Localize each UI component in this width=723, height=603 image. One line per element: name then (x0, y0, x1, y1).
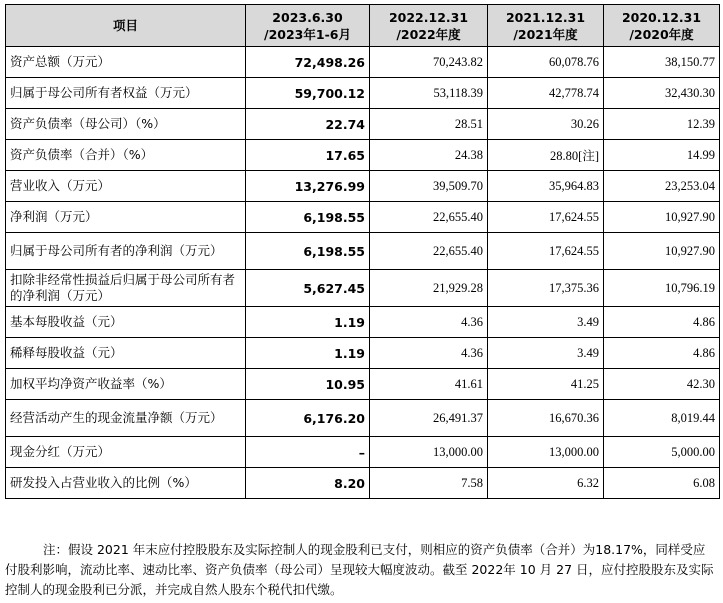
cell-2020: 32,430.30 (604, 78, 720, 109)
cell-2020: 10,927.90 (604, 202, 720, 233)
cell-2023h1: 72,498.26 (246, 47, 370, 78)
table-row (6, 47, 720, 78)
row-label: 资产总额（万元） (6, 47, 246, 78)
row-label: 资产负债率（母公司）（%） (6, 109, 246, 140)
table-row (6, 233, 720, 270)
row-label: 研发投入占营业收入的比例（%） (6, 468, 246, 499)
row-label: 现金分红（万元） (6, 437, 246, 468)
cell-2021: 41.25 (488, 369, 604, 400)
cell-2022: 13,000.00 (370, 437, 488, 468)
cell-2020: 10,796.19 (604, 270, 720, 307)
cell-2020: 38,150.77 (604, 47, 720, 78)
table-row (6, 171, 720, 202)
cell-2022: 26,491.37 (370, 400, 488, 437)
cell-2020: 4.86 (604, 307, 720, 338)
cell-2022: 4.36 (370, 307, 488, 338)
table-row (6, 437, 720, 468)
cell-2021: 35,964.83 (488, 171, 604, 202)
cell-2022: 39,509.70 (370, 171, 488, 202)
cell-2020: 6.08 (604, 468, 720, 499)
cell-2022: 21,929.28 (370, 270, 488, 307)
table-header-row (6, 5, 720, 47)
row-label: 扣除非经常性损益后归属于母公司所有者的净利润（万元） (6, 270, 246, 307)
table-row (6, 78, 720, 109)
cell-2021: 60,078.76 (488, 47, 604, 78)
cell-2020: 5,000.00 (604, 437, 720, 468)
table-row (6, 202, 720, 233)
cell-2022: 7.58 (370, 468, 488, 499)
cell-2023h1: 8.20 (246, 468, 370, 499)
table-row (6, 109, 720, 140)
cell-2020: 8,019.44 (604, 400, 720, 437)
table-row (6, 307, 720, 338)
cell-2023h1: 5,627.45 (246, 270, 370, 307)
header-item: 项目 (6, 5, 246, 47)
cell-2022: 53,118.39 (370, 78, 488, 109)
row-label: 基本每股收益（元） (6, 307, 246, 338)
table-row (6, 400, 720, 437)
row-label: 加权平均净资产收益率（%） (6, 369, 246, 400)
cell-2022: 70,243.82 (370, 47, 488, 78)
cell-2021: 13,000.00 (488, 437, 604, 468)
cell-2020: 42.30 (604, 369, 720, 400)
table-row (6, 338, 720, 369)
cell-2021: 3.49 (488, 307, 604, 338)
header-2023h1: 2023.6.30 /2023年1-6月 (246, 5, 370, 47)
cell-2022: 22,655.40 (370, 202, 488, 233)
cell-2023h1: 13,276.99 (246, 171, 370, 202)
header-2021: 2021.12.31 /2021年度 (488, 5, 604, 47)
cell-2020: 4.86 (604, 338, 720, 369)
cell-2022: 41.61 (370, 369, 488, 400)
cell-2022: 24.38 (370, 140, 488, 171)
cell-2021: 6.32 (488, 468, 604, 499)
row-label: 营业收入（万元） (6, 171, 246, 202)
cell-2021: 16,670.36 (488, 400, 604, 437)
cell-2023h1: 6,198.55 (246, 202, 370, 233)
cell-2023h1: 22.74 (246, 109, 370, 140)
row-label: 资产负债率（合并）（%） (6, 140, 246, 171)
cell-2023h1: 6,176.20 (246, 400, 370, 437)
cell-2020: 23,253.04 (604, 171, 720, 202)
header-2022: 2022.12.31 /2022年度 (370, 5, 488, 47)
table-row (6, 468, 720, 499)
cell-2020: 14.99 (604, 140, 720, 171)
cell-2021: 28.80[注] (488, 140, 604, 171)
cell-2023h1: – (246, 437, 370, 468)
table-row (6, 270, 720, 307)
table-row (6, 140, 720, 171)
cell-2023h1: 10.95 (246, 369, 370, 400)
cell-2022: 22,655.40 (370, 233, 488, 270)
table-footnote: 注：假设 2021 年末应付控股股东及实际控制人的现金股利已支付，则相应的资产负债率（合并）为18.17%，同样受应付股利影响，流动比率、速动比率、资产负债率（母公司）呈现较大幅度波动。截至 2022年 10 月 27 日，应付控股股东及实际控制人的现金股利已分派，并完成自然人股东个税代扣代缴。 (5, 542, 714, 597)
cell-2022: 4.36 (370, 338, 488, 369)
row-label: 净利润（万元） (6, 202, 246, 233)
table-row (6, 369, 720, 400)
cell-2020: 10,927.90 (604, 233, 720, 270)
cell-2021: 30.26 (488, 109, 604, 140)
cell-2021: 42,778.74 (488, 78, 604, 109)
row-label: 稀释每股收益（元） (6, 338, 246, 369)
cell-2023h1: 17.65 (246, 140, 370, 171)
cell-2023h1: 1.19 (246, 307, 370, 338)
cell-2023h1: 6,198.55 (246, 233, 370, 270)
cell-2021: 17,624.55 (488, 202, 604, 233)
cell-2023h1: 59,700.12 (246, 78, 370, 109)
cell-2021: 3.49 (488, 338, 604, 369)
row-label: 归属于母公司所有者的净利润（万元） (6, 233, 246, 270)
cell-2022: 28.51 (370, 109, 488, 140)
cell-2021: 17,375.36 (488, 270, 604, 307)
cell-2020: 12.39 (604, 109, 720, 140)
cell-2021: 17,624.55 (488, 233, 604, 270)
financial-indicators-table (5, 4, 720, 499)
cell-2023h1: 1.19 (246, 338, 370, 369)
row-label: 经营活动产生的现金流量净额（万元） (6, 400, 246, 437)
header-2020: 2020.12.31 /2020年度 (604, 5, 720, 47)
row-label: 归属于母公司所有者权益（万元） (6, 78, 246, 109)
